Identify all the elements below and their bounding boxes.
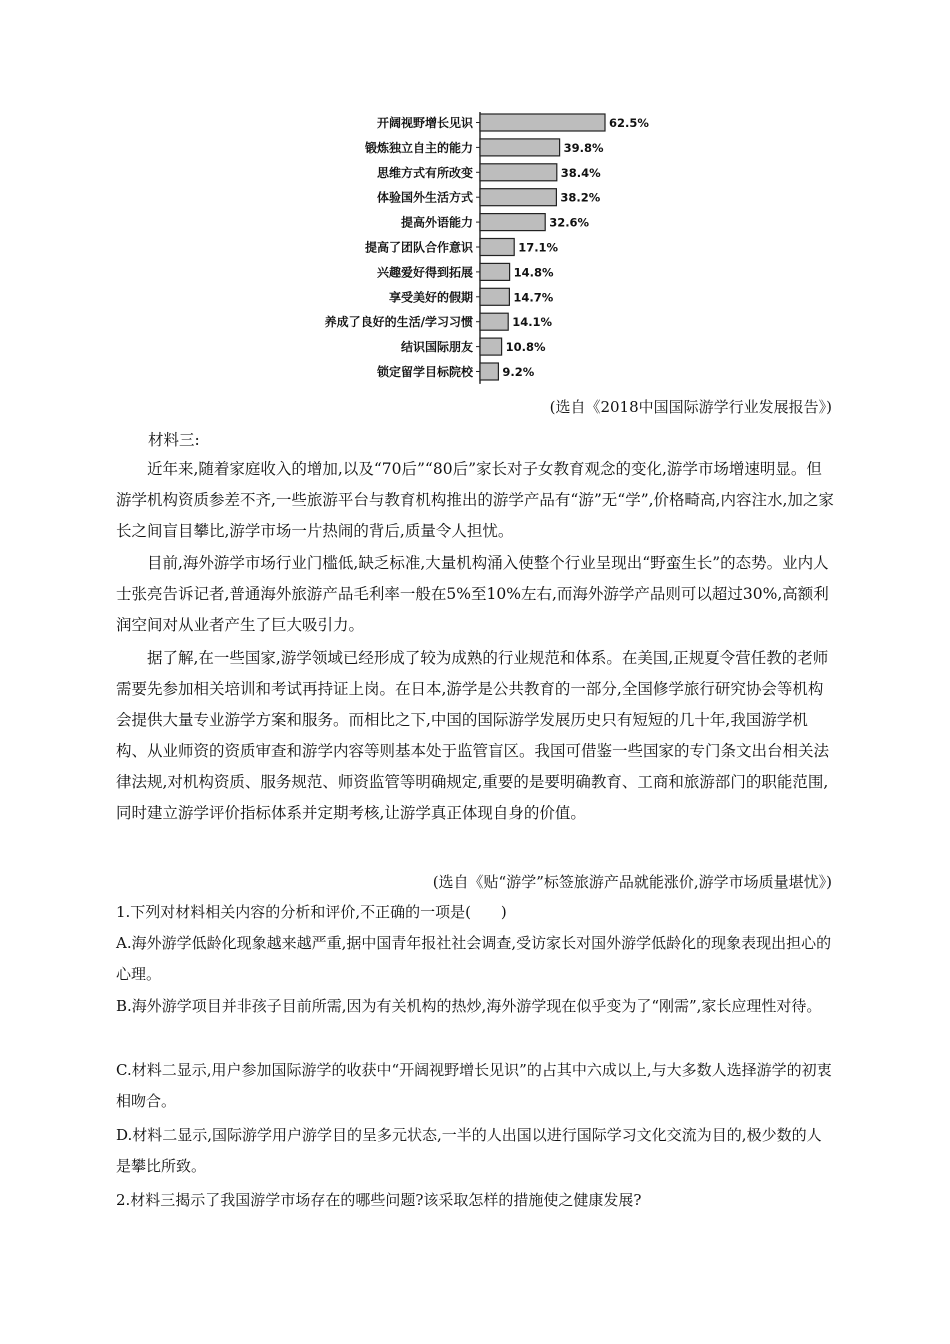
data-label: 9.2% (502, 365, 535, 379)
category-label: 提高外语能力 (400, 215, 473, 230)
bar (480, 263, 510, 280)
question-1-stem: 1.下列对材料相关内容的分析和评价,不正确的一项是( ) (116, 903, 507, 921)
category-label: 开阔视野增长见识 (376, 116, 473, 130)
question-2: 2.材料三揭示了我国游学市场存在的哪些问题?该采取怎样的措施使之健康发展? (116, 1191, 642, 1209)
category-label: 锻炼独立自主的能力 (364, 140, 473, 155)
category-label: 养成了良好的生活/学习习惯 (324, 315, 473, 330)
bar (480, 288, 509, 305)
data-label: 14.1% (512, 315, 553, 330)
data-label: 17.1% (518, 240, 559, 255)
paragraph-2: 目前,海外游学市场行业门槛低,缺乏标准,大量机构涌入使整个行业呈现出“野蛮生长”的态势。业内人士张亮告诉记者,普通海外旅游产品毛利率一般在5%至10%左右,而海外游学产品则可以超过30%,高额利润空间对从业者产生了巨大吸引力。 (116, 554, 829, 634)
question-1-option-d: D.材料二显示,国际游学用户游学目的呈多元状态,一半的人出国以进行国际学习文化交流为目的,极少数的人是攀比所致。 (116, 1126, 822, 1175)
data-label: 14.8% (513, 265, 554, 280)
chart-source: (选自《2018中国国际游学行业发展报告》) (549, 398, 832, 416)
bar (480, 164, 557, 181)
data-label: 39.8% (563, 140, 604, 155)
question-1-option-a: A.海外游学低龄化现象越来越严重,据中国青年报社社会调查,受访家长对国外游学低龄化的现象表现出担心的心理。 (116, 934, 832, 983)
data-label: 38.2% (560, 190, 601, 205)
question-1-option-b: B.海外游学项目并非孩子目前所需,因为有关机构的热炒,海外游学现在似乎变为了“刚需”,家长应理性对待。 (116, 997, 822, 1015)
bar (480, 338, 502, 355)
category-label: 兴趣爱好得到拓展 (376, 265, 473, 280)
category-label: 结识国际朋友 (400, 340, 473, 355)
bar (480, 189, 556, 206)
bar (480, 313, 508, 330)
data-label: 62.5% (609, 116, 649, 130)
data-label: 32.6% (549, 215, 590, 230)
bar (480, 239, 514, 256)
category-label: 享受美好的假期 (388, 290, 473, 305)
article-source: (选自《贴“游学”标签旅游产品就能涨价,游学市场质量堪忧》) (432, 873, 832, 891)
question-1-option-c: C.材料二显示,用户参加国际游学的收获中“开阔视野增长见识”的占其中六成以上,与大多数人选择游学的初衷相吻合。 (116, 1061, 832, 1110)
section-label: 材料三: (148, 431, 200, 449)
bar (480, 363, 498, 380)
data-label: 38.4% (560, 165, 601, 180)
paragraph-3: 据了解,在一些国家,游学领域已经形成了较为成熟的行业规范和体系。在美国,正规夏令营任教的老师需要先参加相关培训和考试再持证上岗。在日本,游学是公共教育的一部分,全国修学旅行研究协会等机构会提供大量专业游学方案和服务。而相比之下,中国的国际游学发展历史只有短短的几十年,我国游学机构、从业师资的资质审查和游学内容等则基本处于监管盲区。我国可借鉴一些国家的专门条文出台相关法律法规,对机构资质、服务规范、师资监管等明确规定,重要的是要明确教育、工商和旅游部门的职能范围,同时建立游学评价指标体系并定期考核,让游学真正体现自身的价值。 (116, 649, 830, 822)
bar (480, 114, 605, 131)
category-label: 体验国外生活方式 (376, 190, 473, 205)
data-label: 10.8% (505, 340, 546, 355)
category-label: 锁定留学目标院校 (376, 365, 473, 379)
paragraph-1: 近年来,随着家庭收入的增加,以及“70后”“80后”家长对子女教育观念的变化,游学市场增速明显。但游学机构资质参差不齐,一些旅游平台与教育机构推出的游学产品有“游”无“学”,价格畸高,内容注水,加之家长之间盲目攀比,游学市场一片热闹的背后,质量令人担忧。 (116, 460, 834, 540)
data-label: 14.7% (513, 290, 554, 305)
bar (480, 139, 560, 156)
category-label: 思维方式有所改变 (376, 165, 473, 180)
category-label: 提高了团队合作意识 (364, 240, 473, 255)
bar-chart (300, 108, 660, 386)
bar (480, 214, 545, 231)
